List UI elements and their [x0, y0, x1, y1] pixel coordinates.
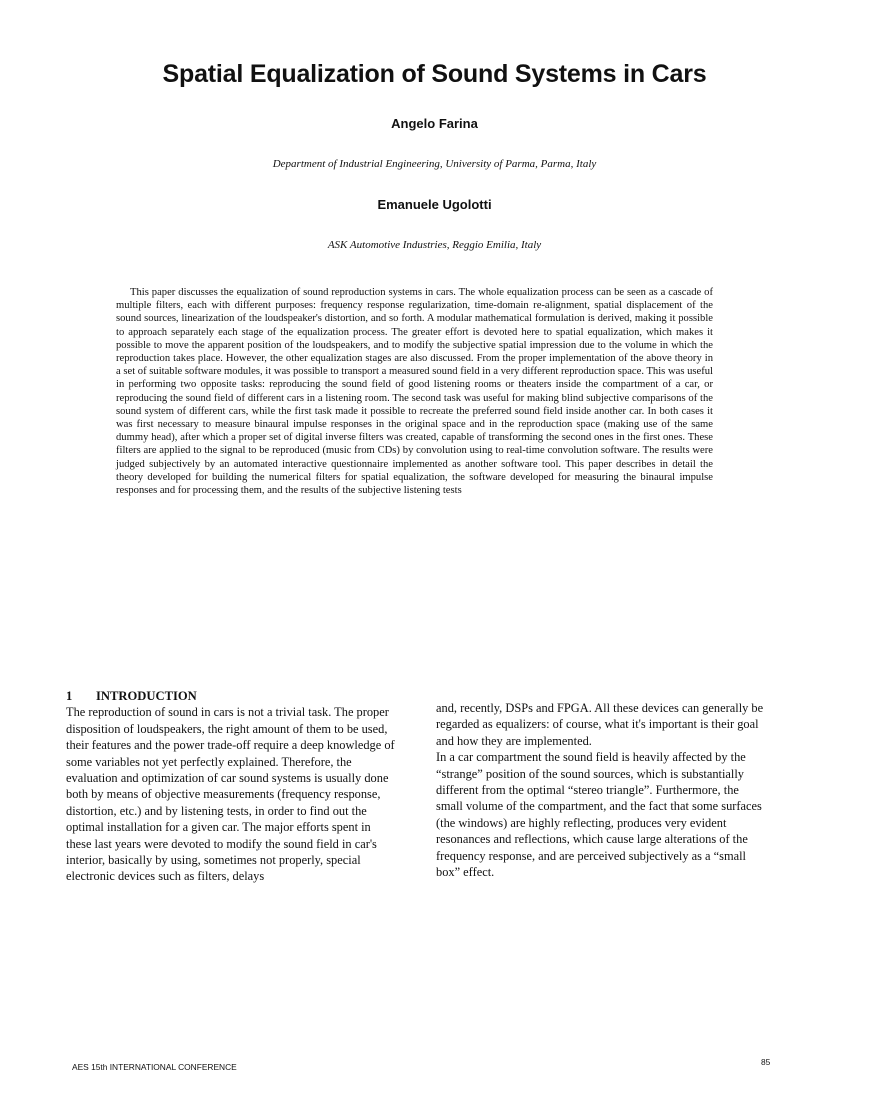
intro-paragraph-right-1: and, recently, DSPs and FPGA. All these devices can generally be regarded as equalizers: of course, what it's important is their goal and how they are implemented. [436, 701, 764, 748]
section-number: 1 [66, 689, 73, 703]
abstract: This paper discusses the equalization of sound reproduction systems in cars. The whole equalization process can be seen as a cascade of multiple filters, each with different purposes: frequency response regularization, time-domain re-alignment, spatial displacement of the sound sources, linearization of the loudspeaker's distortion, and so forth. A modular mathematical formulation is derived, making it possible to approach separately each stage of the equalization process. The greater effort is devoted here to spatial equalization, which makes it possible to move the apparent position of the loudspeakers, and to modify the subjective spatial impression due to the volume in which the reproduction takes place. However, the other equalization stages are also discussed. From the proper implementation of the above theory in a set of suitable software modules, it was possible to transport a measured sound field in a very different reproduction space. This was useful in performing two opposite tasks: reproducing the sound field of good listening rooms or theaters inside the compartment of a car, or reproducing the sound field of different cars in a listening room. The second task was useful for making blind subjective comparisons of the sound system of different cars, while the first task made it possible to recreate the preferred sound field inside another car. In both cases it was first necessary to measure binaural impulse responses in the original space and in the reproduction space (making use of the same dummy head), after which a proper set of digital inverse filters was created, capable of transforming the second ones in the first ones. These filters are applied to the signal to be reproduced (music from CDs) by convolution using to real-time convolution software. The results were judged subjectively by an automated interactive questionnaire implemented as another software tool. This paper describes in detail the theory developed for building the numerical filters for spatial equalization, the software developed for measuring the binaural impulse responses and for processing them, and the results of the subjective listening tests [116, 287, 713, 497]
left-column [66, 688, 398, 885]
paper-title: Spatial Equalization of Sound Systems in Cars [162, 60, 707, 88]
page-number: 85 [761, 1057, 771, 1067]
author-affiliation-1: Department of Industrial Engineering, University of Parma, Parma, Italy [272, 158, 597, 170]
section-title: INTRODUCTION [96, 689, 197, 703]
intro-paragraph-left: The reproduction of sound in cars is not a trivial task. The proper disposition of loudspeakers, the right amount of them to be used, their features and the power trade-off require a deep knowledge of some variables not yet perfectly explained. Therefore, the evaluation and optimization of car sound systems is usually done both by means of objective measurements (frequency response, distortion, etc.) and by listening tests, in order to find out the optimal installation for a given car. The major efforts spent in these last years were devoted to modify the sound field in car's interior, basically by using, sometimes not properly, special electronic devices such as filters, delays [66, 705, 395, 884]
author-name-2: Emanuele Ugolotti [377, 197, 492, 212]
right-column [436, 700, 768, 880]
author-affiliation-2: ASK Automotive Industries, Reggio Emilia, Italy [327, 239, 542, 251]
section-heading [66, 688, 398, 704]
intro-paragraph-right-2: In a car compartment the sound field is heavily affected by the “strange” position of the sound sources, which is substantially different from the optimal “stereo triangle”. Furthermore, the small volume of the compartment, and the fact that some surfaces (the windows) are highly reflecting, produces very evident resonances and reflections, which cause large alterations of the frequency response, and are perceived subjectively as a “small box” effect. [436, 750, 762, 880]
author-name-1: Angelo Farina [391, 116, 478, 131]
footer-conference: AES 15th INTERNATIONAL CONFERENCE [72, 1062, 237, 1072]
